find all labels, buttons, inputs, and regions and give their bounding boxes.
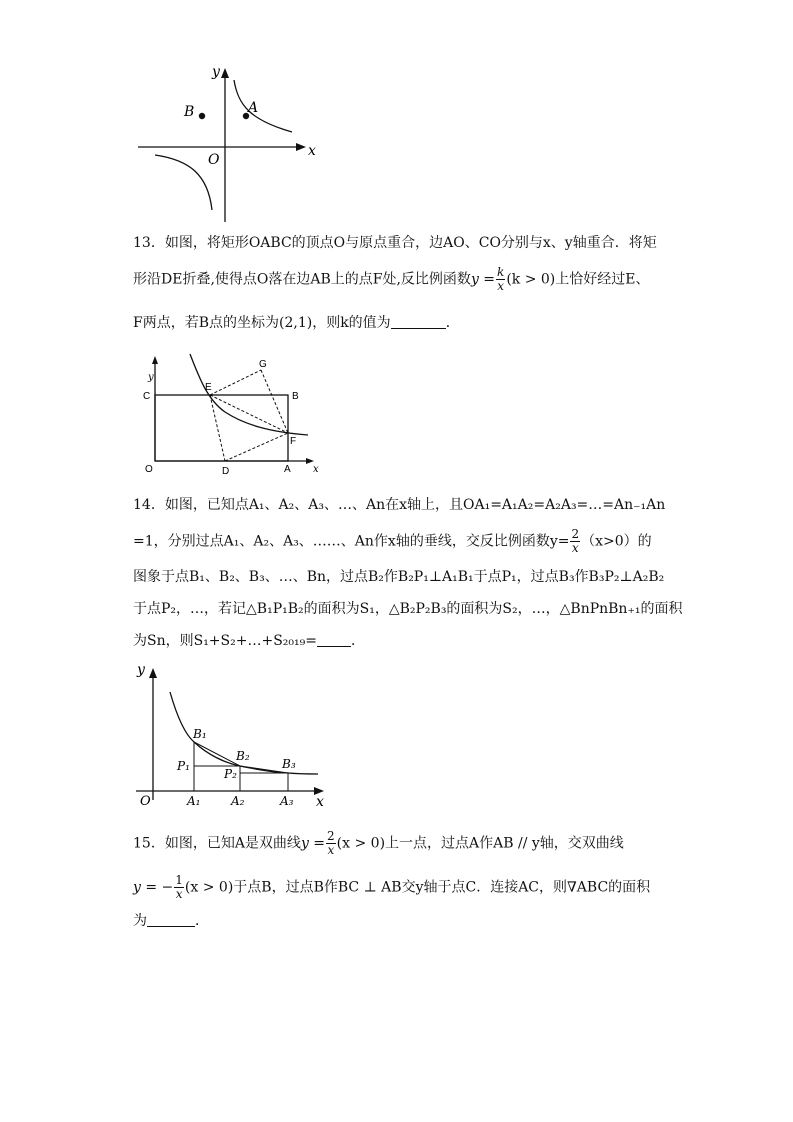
q13-fraction: $\frac{k}{x}$: [497, 265, 505, 293]
fig12-x-label: x: [308, 143, 316, 159]
fig13-point-o-label: O: [145, 464, 153, 475]
q14-line-5: 为Sn，则S₁+S₂+…+S₂₀₁₉= ．: [133, 633, 365, 649]
q14-answer-blank[interactable]: [317, 632, 351, 647]
q13-line-2: 形沿DE折叠,使得点O落在边AB上的点F处,反比例函数y = $\frac{k}{x}$ (k > 0)上恰好经过E、: [133, 265, 650, 293]
q15-line-1: 15．如图，已知A是双曲线y = $\frac{2}{x}$ (x > 0)上一点，过点A作AB // y轴，交双曲线: [133, 829, 624, 857]
q14-line-3: 图象于点B₁、B₂、B₃、…、Bn，过点B₂作B₂P₁⊥A₁B₁于点P₁，过点B₃作B₃P₂⊥A₂B₂: [133, 569, 665, 585]
fig14-a3-label: A₃: [280, 794, 294, 808]
q13-line-3: F两点，若B点的坐标为(2,1)，则k的值为 ．: [133, 315, 460, 331]
fig13-point-f-label: F: [290, 436, 297, 447]
figure-q14: [130, 660, 340, 810]
fig13-point-a-label: A: [284, 464, 291, 475]
fig12-point-b-label: B: [184, 104, 195, 120]
fig12-point-a-label: A: [248, 100, 259, 116]
fig14-a1-label: A₁: [187, 794, 201, 808]
q14-line-1: 14．如图，已知点A₁、A₂、A₃、…、An在x轴上，且OA₁=A₁A₂=A₂A₃=…=An₋₁An: [133, 497, 666, 513]
fig14-x-label: x: [316, 794, 324, 810]
fig13-y-label: y: [148, 372, 154, 383]
fig13-point-g-label: G: [259, 359, 267, 370]
fig14-b1-label: B₁: [193, 727, 207, 741]
fig12-y-label: y: [212, 64, 220, 80]
q14-line-2: =1，分别过点A₁、A₂、A₃、……、An作x轴的垂线，交反比例函数y= $\frac{2}{x}$ （x>0）的: [133, 527, 652, 555]
q13-answer-blank[interactable]: [391, 314, 446, 329]
fig14-b3-label: B₃: [282, 757, 296, 771]
fig14-p2-label: P₂: [224, 767, 237, 781]
q15-fraction-1: $\frac{2}{x}$: [327, 829, 335, 857]
fig14-a2-label: A₂: [231, 794, 245, 808]
fig13-point-b-label: B: [292, 391, 299, 402]
q13-line-1: 13．如图，将矩形OABC的顶点O与原点重合，边AO、CO分别与x、y轴重合．将矩: [133, 235, 657, 251]
figure-q12: [130, 60, 320, 230]
q14-fraction: $\frac{2}{x}$: [571, 527, 580, 555]
q14-line-4: 于点P₂，…，若记△B₁P₁B₂的面积为S₁，△B₂P₂B₃的面积为S₂，…，△BnPnBn₊₁的面积: [133, 601, 683, 617]
fig13-point-e-label: E: [205, 382, 212, 393]
figure-q13: [130, 350, 330, 480]
fig14-origin-label: O: [140, 794, 151, 809]
q15-line-2: y = − $\frac{1}{x}$ (x > 0)于点B，过点B作BC ⊥ AB交y轴于点C．连接AC，则∇ABC的面积: [133, 873, 651, 901]
fig14-p1-label: P₁: [177, 759, 190, 773]
q15-fraction-2: $\frac{1}{x}$: [175, 873, 183, 901]
q15-answer-blank[interactable]: [147, 912, 195, 927]
fig13-x-label: x: [313, 464, 319, 475]
q15-line-3: 为 ．: [133, 913, 209, 929]
fig14-b2-label: B₂: [236, 749, 250, 763]
fig12-origin-label: O: [208, 152, 220, 168]
fig14-y-label: y: [137, 662, 145, 678]
fig13-point-d-label: D: [222, 466, 230, 477]
fig13-point-c-label: C: [143, 391, 151, 402]
